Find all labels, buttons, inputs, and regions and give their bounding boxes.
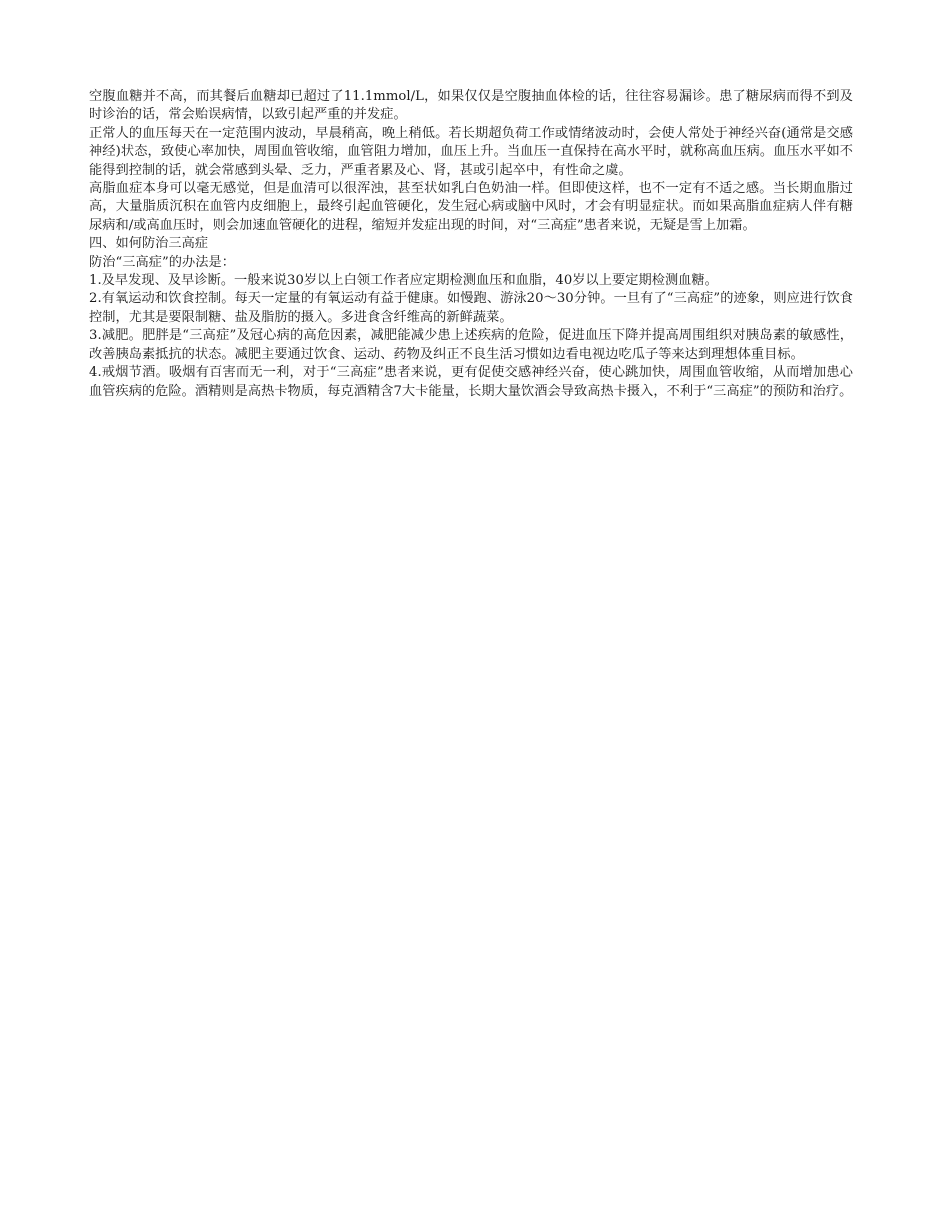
paragraph-blood-sugar-intro: 空腹血糖并不高，而其餐后血糖却已超过了11.1mmol/L，如果仅仅是空腹抽血体检的话，往往容易漏诊。患了糖尿病而得不到及时诊治的话，常会贻误病情，以致引起严重的并发症。 [89, 89, 853, 123]
list-item-early-detection: 1.及早发现、及早诊断。一般来说30岁以上白领工作者应定期检测血压和血脂，40岁以上要定期检测血糖。 [89, 273, 718, 289]
list-item-quit-smoking-drinking: 4.戒烟节酒。吸烟有百害而无一利，对于“三高症”患者来说，更有促使交感神经兴奋，使心跳加快，周围血管收缩，从而增加患心血管疾病的危险。酒精则是高热卡物质，每克酒精含7大卡能量，长期大量饮酒会导致高热卡摄入，不利于“三高症”的预防和治疗。 [89, 365, 853, 399]
document-body [89, 88, 853, 401]
list-item-exercise-diet: 2.有氧运动和饮食控制。每天一定量的有氧运动有益于健康。如慢跑、游泳20～30分钟。一旦有了“三高症”的迹象，则应进行饮食控制，尤其是要限制糖、盐及脂肪的摄入。多进食含纤维高的新鲜蔬菜。 [89, 291, 853, 325]
section-heading-prevention: 四、如何防治三高症 [89, 236, 209, 252]
paragraph-hyperlipidemia: 高脂血症本身可以毫无感觉，但是血清可以很浑浊，甚至状如乳白色奶油一样。但即使这样，也不一定有不适之感。当长期血脂过高，大量脂质沉积在血管内皮细胞上，最终引起血管硬化，发生冠心病或脑中风时，才会有明显症状。而如果高脂血症病人伴有糖尿病和/或高血压时，则会加速血管硬化的进程，缩短并发症出现的时间，对“三高症”患者来说，无疑是雪上加霜。 [89, 181, 853, 233]
paragraph-prevention-intro: 防治“三高症”的办法是： [89, 254, 235, 270]
list-item-weight-loss: 3.减肥。肥胖是“三高症”及冠心病的高危因素，减肥能减少患上述疾病的危险，促进血压下降并提高周围组织对胰岛素的敏感性，改善胰岛素抵抗的状态。减肥主要通过饮食、运动、药物及纠正不良生活习惯如边看电视边吃瓜子等来达到理想体重目标。 [89, 328, 853, 362]
paragraph-blood-pressure: 正常人的血压每天在一定范围内波动，早晨稍高，晚上稍低。若长期超负荷工作或情绪波动时，会使人常处于神经兴奋(通常是交感神经)状态，致使心率加快，周围血管收缩，血管阻力增加，血压上升。当血压一直保持在高水平时，就称高血压病。血压水平如不能得到控制的话，就会常感到头晕、乏力，严重者累及心、肾，甚或引起卒中，有性命之虞。 [89, 125, 853, 178]
